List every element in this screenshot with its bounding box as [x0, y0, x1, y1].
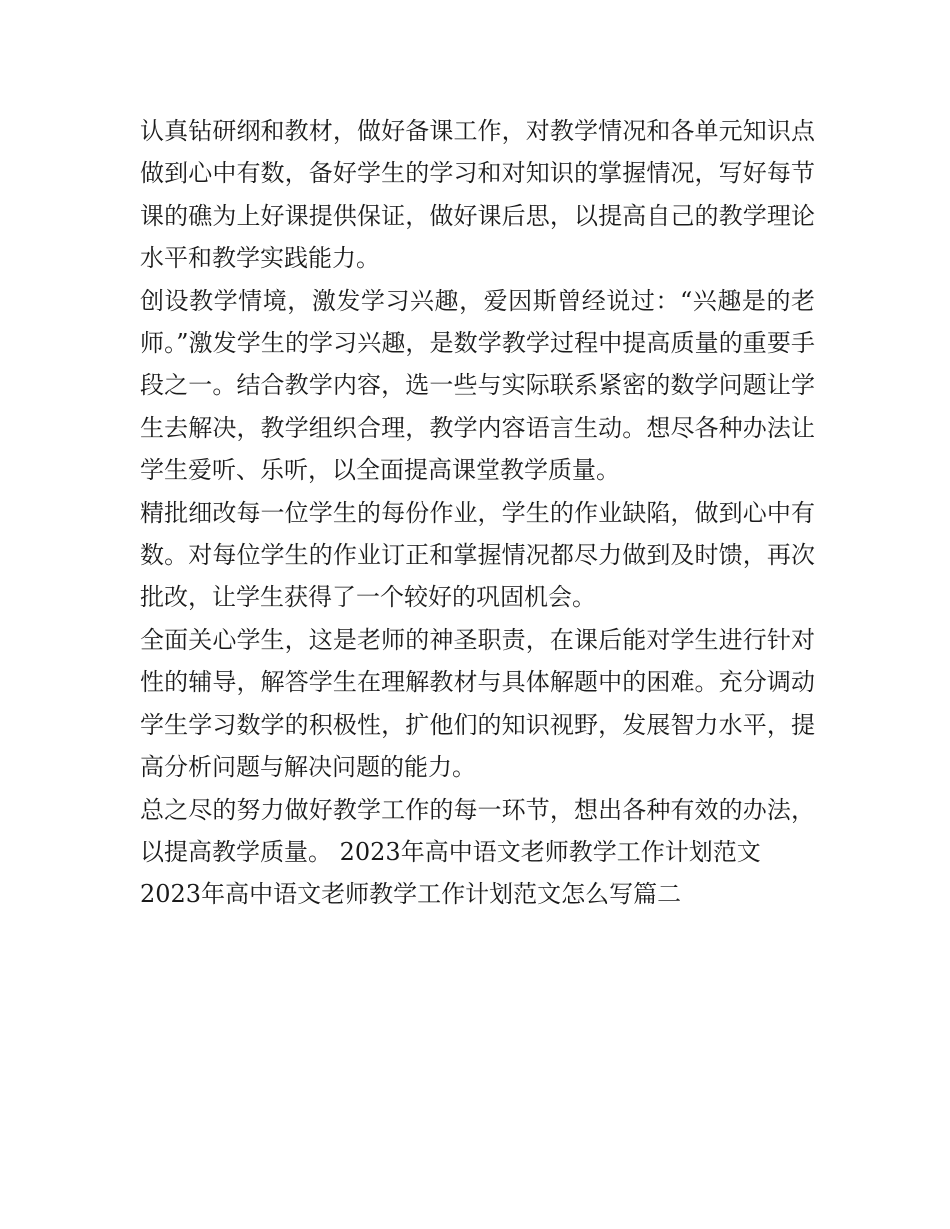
document-body: [140, 110, 815, 916]
paragraph-student-care: 全面关心学生，这是老师的神圣职责，在课后能对学生进行针对性的辅导，解答学生在理解教材与具体解题中的困难。充分调动学生学习数学的积极性，扩他们的知识视野，发展智力水平，提高分析问题与解决问题的能力。: [140, 625, 815, 782]
paragraph-summary: 总之尽的努力做好教学工作的每一环节，想出各种有效的办法，以提高教学质量。 2023年高中语文老师教学工作计划范文: [140, 795, 815, 866]
paragraph-learning-interest: 创设教学情境，激发学习兴趣，爱因斯曾经说过：“兴趣是的老师。”激发学生的学习兴趣，是数学教学过程中提高质量的重要手段之一。结合教学内容，选一些与实际联系紧密的数学问题让学生去解决，教学组织合理，教学内容语言生动。想尽各种办法让学生爱听、乐听，以全面提高课堂教学质量。: [140, 286, 815, 485]
section-heading: 2023年高中语文老师教学工作计划范文怎么写篇二: [140, 880, 682, 909]
paragraph-lesson-preparation: 认真钻研纲和教材，做好备课工作，对教学情况和各单元知识点做到心中有数，备好学生的学习和对知识的掌握情况，写好每节课的礁为上好课提供保证，做好课后思，以提高自己的教学理论水平和教学实践能力。: [140, 117, 815, 273]
paragraph-homework-correction: 精批细改每一位学生的每份作业，学生的作业缺陷，做到心中有数。对每位学生的作业订正和掌握情况都尽力做到及时馈，再次批改，让学生获得了一个较好的巩固机会。: [140, 498, 815, 612]
